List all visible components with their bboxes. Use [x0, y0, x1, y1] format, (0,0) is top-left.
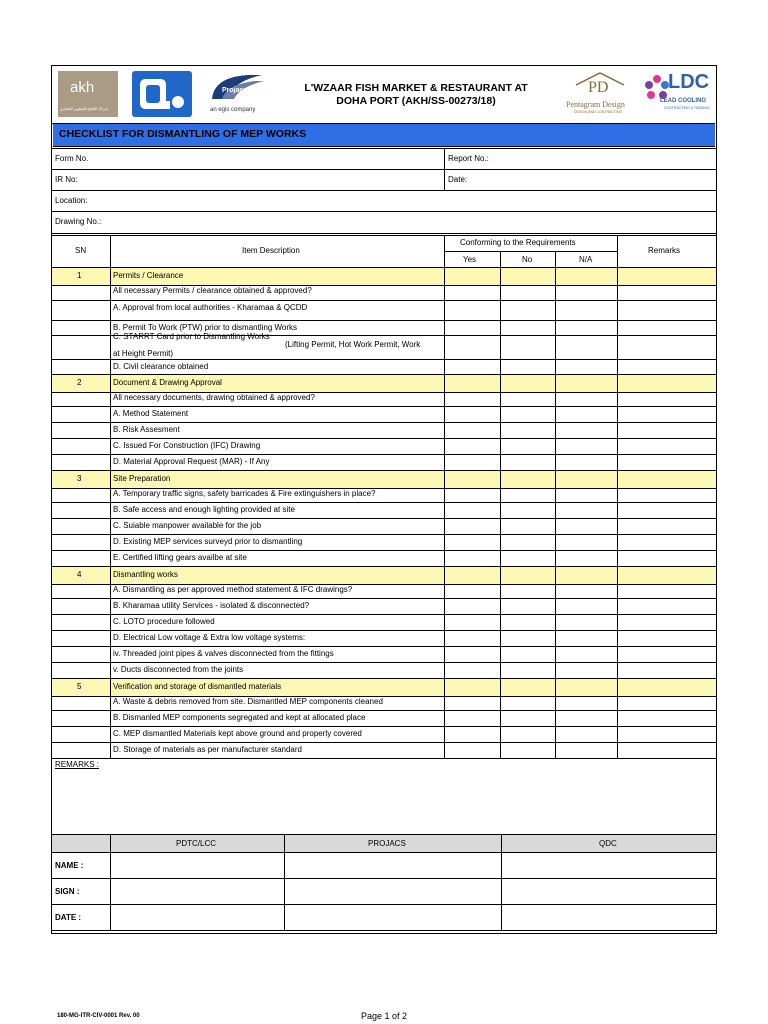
item-text: A. Dismantling as per approved method statement & IFC drawings? — [113, 585, 353, 594]
sn-header: SN — [75, 246, 87, 255]
section-title: Permits / Clearance — [113, 271, 184, 280]
date-sign-label: DATE : — [55, 913, 82, 922]
na-header: N/A — [579, 255, 593, 264]
item-text: B. Dismanled MEP components segregated and kept at allocated place — [113, 713, 366, 722]
item-text: B. Safe access and enough lighting provided at site — [113, 505, 295, 514]
drawing-no-label: Drawing No.: — [55, 217, 102, 226]
item-text: A. Waste & debris removed from site. Dismantled MEP components cleaned — [113, 697, 383, 706]
item-text: D. Civil clearance obtained — [113, 362, 209, 371]
checklist-title: CHECKLIST FOR DISMANTLING OF MEP WORKS — [59, 128, 307, 140]
akh-logo: akh شركة الخليج للتطوير العقاري — [58, 71, 118, 117]
item-text: All necessary documents, drawing obtained & approved? — [113, 393, 315, 402]
section-number: 2 — [77, 378, 82, 387]
item-text: A. Approval from local authorities - Kharamaa & QCDD — [113, 303, 308, 312]
rule-line — [52, 852, 716, 853]
lead-cooling-logo: LDC LEAD COOLING CONTRACTING & TRADING — [642, 71, 710, 117]
rule-line — [52, 904, 716, 905]
qdc-logo — [132, 71, 192, 117]
ir-no-label: IR No: — [55, 175, 78, 184]
item-text: iv. Threaded joint pipes & valves disconnected from the fittings — [113, 649, 334, 658]
item-text: C. Issued For Construction (IFC) Drawing — [113, 441, 261, 450]
form-no-label: Form No. — [55, 154, 89, 163]
item-text: v. Ducts disconnected from the joints — [113, 665, 244, 674]
remarks-header: Remarks — [648, 246, 681, 255]
date-label: Date: — [448, 175, 468, 184]
rule-line — [52, 930, 716, 931]
section-number: 5 — [77, 682, 82, 691]
rule-line — [52, 758, 716, 759]
rule-line — [555, 251, 556, 758]
form-header — [52, 66, 715, 124]
rule-line — [110, 834, 111, 930]
item-text: C. MEP dismantled Materials kept above ground and properly covered — [113, 729, 362, 738]
rule-line — [52, 169, 716, 170]
section-number: 4 — [77, 570, 82, 579]
section-number: 3 — [77, 474, 82, 483]
signoff-col-qdc: QDC — [599, 839, 617, 848]
page-number: Page 1 of 2 — [361, 1011, 408, 1021]
pentagram-logo: PD Pentagram Design DESIGN AND CONTRACTING — [564, 71, 636, 117]
section-title: Dismantling works — [113, 570, 178, 579]
rule-line — [52, 148, 716, 149]
rule-line — [52, 211, 716, 212]
rule-line — [52, 190, 716, 191]
item-text: D. Material Approval Request (MAR) - If Any — [113, 457, 270, 466]
rule-line — [52, 878, 716, 879]
item-text: B. Kharamaa utility Services - isolated & disconnected? — [113, 601, 310, 610]
rule-line — [52, 834, 716, 835]
item-description-header: Item Description — [242, 246, 300, 255]
location-label: Location: — [55, 196, 88, 205]
signoff-col-pdtc: PDTC/LCC — [176, 839, 217, 848]
item-text: D. Electrical Low voltage & Extra low voltage systems: — [113, 633, 306, 642]
conforming-header: Conforming to the Requirements — [460, 238, 576, 247]
form-code: 180-MG-ITR-CIV-0001 Rev. 00 — [57, 1013, 140, 1019]
project-title: L'WZAAR FISH MARKET & RESTAURANT AT DOHA PORT (AKH/SS-00273/18) — [304, 82, 528, 107]
item-text: A. Temporary traffic signs, safety barricades & Fire extinguishers in place? — [113, 489, 376, 498]
rule-line — [444, 148, 445, 190]
item-text: E. Certified lifting gears availbe at site — [113, 553, 247, 562]
projacs-logo: Projacs an egis company — [204, 71, 270, 117]
item-text: C. LOTO procedure followed — [113, 617, 215, 626]
section-title: Site Preparation — [113, 474, 171, 483]
rule-line — [444, 235, 445, 758]
rule-line — [444, 251, 617, 252]
item-text: C. STARRT Card prior to Dismantling Works — [113, 332, 270, 341]
sign-label: SIGN : — [55, 887, 80, 896]
remarks-label: REMARKS : — [55, 760, 100, 769]
no-header: No — [522, 255, 533, 264]
section-title: Verification and storage of dismantled materials — [113, 682, 282, 691]
section-title: Document & Drawing Approval — [113, 378, 222, 387]
yes-header: Yes — [463, 255, 477, 264]
rule-line — [500, 251, 501, 758]
item-text: A. Method Statement — [113, 409, 189, 418]
item-text: D. Existing MEP services surveyd prior to dismantling — [113, 537, 303, 546]
rule-line — [501, 834, 502, 930]
item-text: B. Risk Assesment — [113, 425, 180, 434]
name-label: NAME : — [55, 861, 84, 870]
rule-line — [617, 235, 618, 758]
item-text: D. Storage of materials as per manufacturer standard — [113, 745, 302, 754]
checklist-form — [51, 65, 717, 934]
item-text: (Lifting Permit, Hot Work Permit, Work — [285, 340, 421, 349]
item-text: B. Permit To Work (PTW) prior to dismantling Works — [113, 323, 298, 332]
report-no-label: Report No.: — [448, 154, 489, 163]
rule-line — [284, 834, 285, 930]
checklist-title-bar — [53, 124, 715, 147]
signoff-col-projacs: PROJACS — [368, 839, 406, 848]
item-text: at Height Permit) — [113, 349, 174, 358]
item-text: C. Suiable manpower available for the job — [113, 521, 262, 530]
item-text: All necessary Permits / clearance obtained & approved? — [113, 286, 312, 295]
rule-line — [52, 233, 716, 234]
rule-line — [110, 235, 111, 758]
section-number: 1 — [77, 271, 82, 280]
